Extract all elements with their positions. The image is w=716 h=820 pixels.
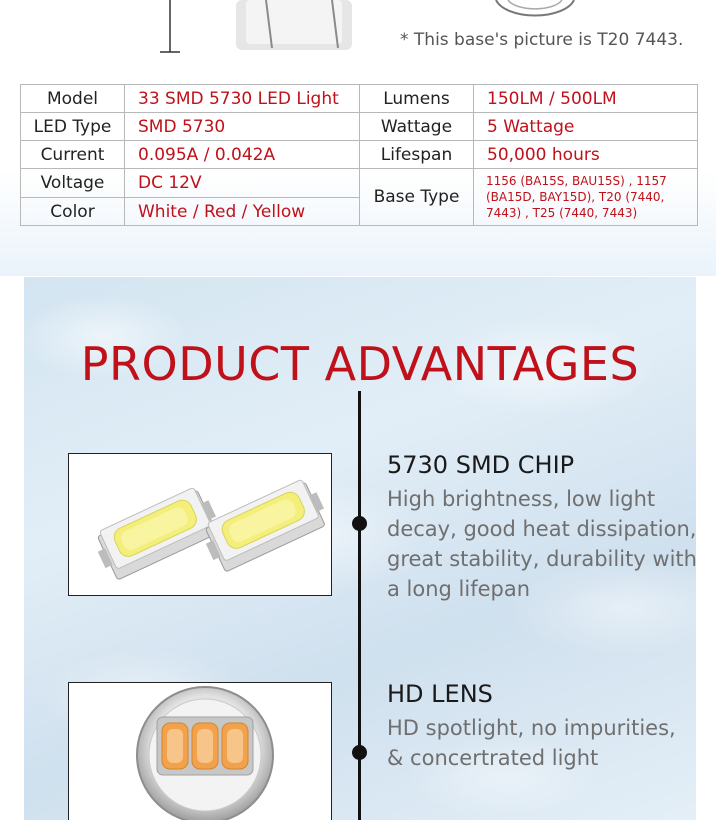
smd-chip-illustration <box>69 454 332 596</box>
spec-label: Lifespan <box>360 141 474 169</box>
timeline-dot <box>352 745 367 760</box>
feature-title: 5730 SMD CHIP <box>387 451 575 479</box>
feature-title: HD LENS <box>387 680 493 708</box>
spec-label: Base Type <box>360 169 474 226</box>
bulb-base-photo <box>150 0 370 58</box>
spec-table <box>20 84 698 226</box>
spec-row <box>21 169 698 198</box>
spec-label: Wattage <box>360 113 474 141</box>
spec-value: 5 Wattage <box>474 113 698 141</box>
spec-row <box>21 141 698 169</box>
spec-value: 150LM / 500LM <box>474 85 698 113</box>
spec-section <box>0 0 716 276</box>
feature-description: HD spotlight, no impurities, & concertrated light <box>387 716 676 770</box>
timeline-dot <box>352 516 367 531</box>
spec-label: Current <box>21 141 125 169</box>
spec-label: Voltage <box>21 169 125 198</box>
spec-value: 33 SMD 5730 LED Light <box>125 85 360 113</box>
advantages-title: PRODUCT ADVANTAGES <box>80 337 640 391</box>
spec-value: DC 12V <box>125 169 360 198</box>
spec-value: SMD 5730 <box>125 113 360 141</box>
bulb-top-view-photo <box>490 0 580 22</box>
spec-value: 50,000 hours <box>474 141 698 169</box>
spec-label: LED Type <box>21 113 125 141</box>
spec-label: Color <box>21 198 125 226</box>
spec-label: Lumens <box>360 85 474 113</box>
spec-value: 1156 (BA15S, BAU15S) , 1157 (BA15D, BAY15D), T20 (7440, 7443) , T25 (7440, 7443) <box>474 169 698 226</box>
spec-label: Model <box>21 85 125 113</box>
base-picture-note: * This base's picture is T20 7443. <box>400 30 684 50</box>
spec-row <box>21 85 698 113</box>
hd-lens-illustration <box>69 683 332 820</box>
advantages-section <box>24 277 696 820</box>
hd-lens-image <box>68 682 332 820</box>
spec-value: White / Red / Yellow <box>125 198 360 226</box>
smd-chip-image <box>68 453 332 596</box>
spec-row <box>21 113 698 141</box>
feature-description: High brightness, low light decay, good heat dissipation, great stability, durability with a long lifepan <box>387 487 697 601</box>
spec-value: 0.095A / 0.042A <box>125 141 360 169</box>
